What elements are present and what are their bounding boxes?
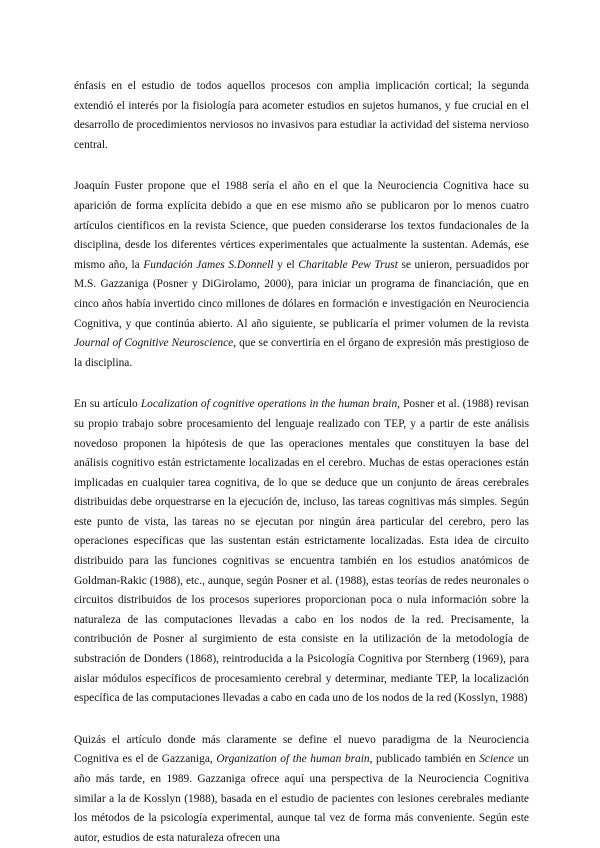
- paragraph-3-italic-article-title: Localization of cognitive operations in the human brain: [140, 398, 398, 411]
- paragraph-4-text-a: Quizás el artículo donde más claramente se define el nuevo paradigma de la Neurociencia Cognitiva es el de Gazzaniga,: [74, 733, 529, 766]
- paragraph-3-text-b: , Posner et al. (1988) revisan su propio trabajo sobre procesamiento del lenguaje realizado con TEP, y a partir de este análisis novedoso proponen la hipótesis de que las operaciones mentales que constituyen la base del análisis cognitivo están estrictamente localizadas en el cerebro. Muchas de estas operaciones están implicadas en cualquier tarea cognitiva, de lo que se deduce que un conjunto de áreas cerebrales distribuidas debe orquestrarse en la ejecución de, incluso, las tareas cognitivas más simples. Según este punto de vista, las tareas no se ejecutan por ningún área particular del cerebro, pero las operaciones específicas que las sustentan están estrictamente localizadas. Esta idea de circuito distribuido para las funciones cognitivas se encuentra también en los estudios anatómicos de Goldman-Rakic (1988), etc., aunque, según Posner et al. (1988), estas teorías de redes neuronales o circuitos distribuidos de los procesos superiores proporcionan poca o nula información sobre la naturaleza de las computaciones llevadas a cabo en los nodos de la red. Precisamente, la contribución de Posner al surgimiento de esta consiste en la utilización de la metodología de substración de Donders (1868), reintroducida a la Psicología Cognitiva por Sternberg (1969), para aislar módulos específicos de procesamiento cerebral y determinar, mediante TEP, la localización específica de las computaciones llevadas a cabo en cada uno de los nodos de la red (Kosslyn, 1988): [74, 398, 529, 705]
- paragraph-2-text-a: Joaquín Fuster propone que el 1988 sería el año en el que la Neurociencia Cognitiva hace su aparición de forma explícita debido a que en ese mismo año se publicaron por lo menos cuatro artículos científicos en la revista Science, que pueden considerarse los textos fundacionales de la disciplina, desde los diferentes vértices experimentales que actualmente la sustentan. Además, ese mismo año, la: [74, 180, 529, 271]
- paragraph-2-text-b: y el: [273, 258, 299, 271]
- paragraph-3: [74, 395, 529, 709]
- paragraph-2: [74, 177, 529, 373]
- paragraph-1: [74, 77, 529, 155]
- paragraph-4-italic-article-title: Organization of the human brain: [216, 753, 370, 766]
- paragraph-4-text-b: , publicado también en: [369, 753, 480, 766]
- paragraph-2-italic-journal: Journal of Cognitive Neuroscience: [74, 337, 234, 350]
- paragraph-4: [74, 731, 529, 848]
- paragraph-4-italic-science: Science: [479, 753, 514, 766]
- paragraph-2-text-c: se unieron, persuadidos por M.S. Gazzaniga (Posner y DiGirolamo, 2000), para iniciar un programa de financiación, que en cinco años había invertido cinco millones de dólares en formación e investigación en Neurociencia Cognitiva, y que continúa abierto. Al año siguiente, se publicaría el primer volumen de la revista: [74, 258, 529, 330]
- paragraph-3-text-a: En su artículo: [74, 398, 141, 411]
- paragraph-1-text: énfasis en el estudio de todos aquellos procesos con amplia implicación cortical; la segunda extendió el interés por la fisiología para acometer estudios en sujetos humanos, y fue crucial en el desarrollo de procedimientos nerviosos no invasivos para estudiar la actividad del sistema nervioso central.: [74, 80, 529, 151]
- paragraph-4-text-c: un año más tarde, en 1989. Gazzaniga ofrece aquí una perspectiva de la Neurociencia Cognitiva similar a la de Kosslyn (1988), basada en el estudio de pacientes con lesiones cerebrales mediante los métodos de la psicología experimental, aunque tal vez de forma más conveniente. Según este autor, estudios de esta naturaleza ofrecen una: [74, 753, 529, 844]
- paragraph-2-italic-pew-trust: Charitable Pew Trust: [298, 258, 398, 271]
- paragraph-2-text-d: , que se convertiría en el órgano de expresión más prestigioso de la disciplina.: [74, 337, 529, 369]
- paragraph-2-italic-fundacion: Fundación James S.Donnell: [143, 258, 274, 271]
